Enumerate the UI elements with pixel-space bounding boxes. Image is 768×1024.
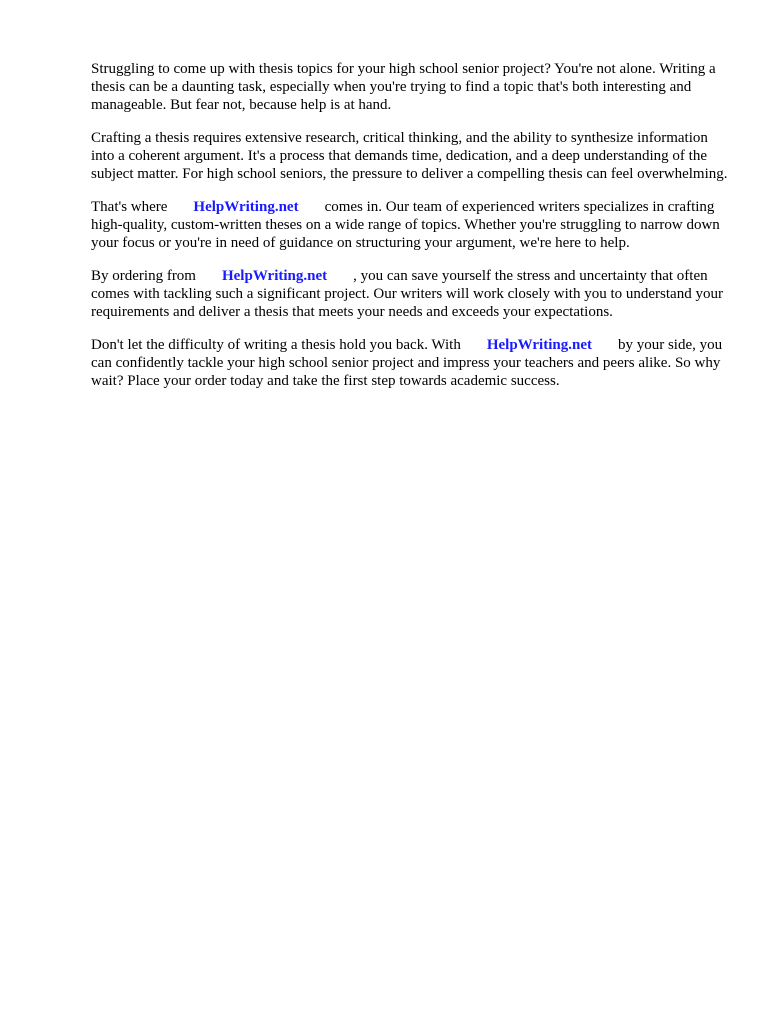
paragraph-crafting xyxy=(91,129,731,183)
paragraph-closing xyxy=(91,336,731,390)
paragraph-thats-where-before: That's where xyxy=(91,199,168,215)
paragraph-thats-where xyxy=(91,198,731,252)
paragraph-intro xyxy=(91,60,731,114)
document-body xyxy=(91,60,731,405)
paragraph-closing-before: Don't let the difficulty of writing a thesis hold you back. With xyxy=(91,337,461,353)
paragraph-ordering-after: , you can save yourself the stress and uncertainty that often comes with tackling such a significant project. Our writers will work closely with you to understand your requirements and deliver a thesis that meets your needs and exceeds your expectations. xyxy=(91,268,723,320)
helpwriting-link-3[interactable]: HelpWriting.net xyxy=(486,337,592,353)
paragraph-crafting-text: Crafting a thesis requires extensive research, critical thinking, and the ability to synthesize information into a coherent argument. It's a process that demands time, dedication, and a deep understanding of the subject matter. For high school seniors, the pressure to deliver a compelling thesis can feel overwhelming. xyxy=(91,130,728,182)
helpwriting-link-1[interactable]: HelpWriting.net xyxy=(193,199,299,215)
paragraph-ordering xyxy=(91,267,731,321)
paragraph-ordering-before: By ordering from xyxy=(91,268,196,284)
paragraph-closing-after: by your side, you can confidently tackle your high school senior project and impress your teachers and peers alike. So why wait? Place your order today and take the first step towards academic success. xyxy=(91,337,723,389)
helpwriting-link-2[interactable]: HelpWriting.net xyxy=(221,268,328,284)
paragraph-intro-text: Struggling to come up with thesis topics for your high school senior project? You're not alone. Writing a thesis can be a daunting task, especially when you're trying to find a topic that's both interesting and manageable. But fear not, because help is at hand. xyxy=(91,61,716,113)
paragraph-thats-where-after: comes in. Our team of experienced writers specializes in crafting high-quality, custom-written theses on a wide range of topics. Whether you're struggling to narrow down your focus or you're in need of guidance on structuring your argument, we're here to help. xyxy=(91,199,720,251)
